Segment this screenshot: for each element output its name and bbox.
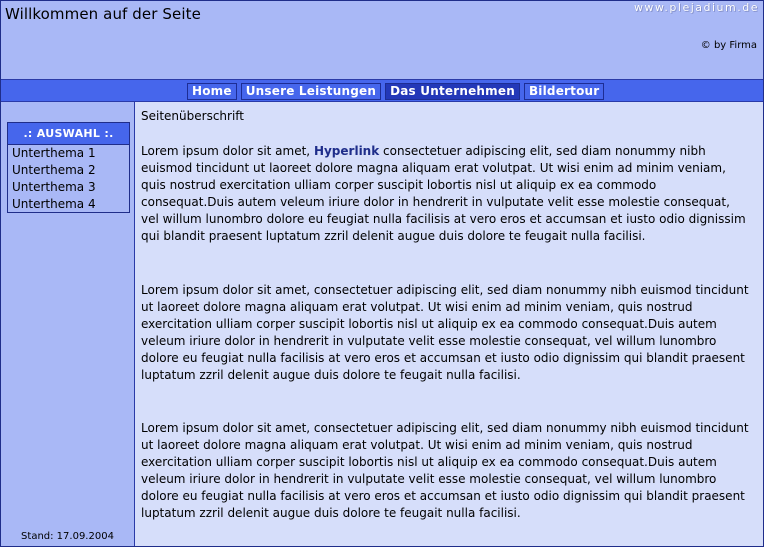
hyperlink[interactable]: Hyperlink	[313, 144, 380, 158]
nav-item-unsere-leistungen[interactable]: Unsere Leistungen	[241, 83, 381, 100]
header	[1, 1, 763, 80]
nav-item-das-unternehmen[interactable]: Das Unternehmen	[385, 83, 520, 100]
paragraph	[141, 143, 749, 245]
main-content	[139, 102, 751, 546]
paragraph: Lorem ipsum dolor sit amet, consectetuer adipiscing elit, sed diam nonummy nibh euismod tincidunt ut laoreet dolore magna aliquam erat volutpat. Ut wisi enim ad minim veniam, quis nostrud exercitation ulliam corper suscipit lobortis nisl ut aliquip ex ea commodo consequat.Duis autem veleum iriure dolor in hendrerit in vulputate velit esse molestie consequat, vel willum lunombro dolore eu feugiat nulla facilisis at vero eros et accumsan et iusto odio dignissim qui blandit praesent luptatum zzril delenit augue duis dolore te feugait nulla facilisi.	[141, 421, 749, 520]
sidebar-item-unterthema-1[interactable]: Unterthema 1	[12, 146, 96, 160]
sidebar-item-unterthema-4[interactable]: Unterthema 4	[12, 197, 96, 211]
navigation-bar	[1, 80, 763, 102]
sidebar	[1, 102, 135, 546]
sidebar-item-unterthema-3[interactable]: Unterthema 3	[12, 180, 96, 194]
site-title: Willkommen auf der Seite	[5, 5, 201, 23]
sidebar-item-unterthema-2[interactable]: Unterthema 2	[12, 163, 96, 177]
selection-heading: .: AUSWAHL :.	[8, 123, 129, 145]
nav-item-home[interactable]: Home	[187, 83, 237, 100]
paragraph-text: consectetuer adipiscing elit, sed diam nonummy nibh euismod tincidunt ut laoreet dolore magna aliquam erat volutpat. Ut wisi enim ad minim veniam, quis nostrud exercitation ulliam corper suscipit lobortis nisl ut aliquip ex ea commodo consequat.Duis autem veleum iriure dolor in hendrerit in vulputate velit esse molestie consequat, vel willum lunombro dolore eu feugiat nulla facilisis at vero eros et accumsan et iusto odio dignissim qui blandit praesent luptatum zzril delenit augue duis dolore te feugait nulla facilisi.	[141, 144, 746, 243]
selection-box	[7, 122, 130, 213]
copyright-text: © by Firma	[700, 40, 757, 51]
main-nav	[187, 83, 608, 100]
watermark-logo: www.plejadium.de	[633, 1, 759, 14]
last-updated: Stand: 17.09.2004	[21, 531, 114, 542]
paragraph-text: Lorem ipsum dolor sit amet,	[141, 144, 314, 158]
paragraph: Lorem ipsum dolor sit amet, consectetuer adipiscing elit, sed diam nonummy nibh euismod tincidunt ut laoreet dolore magna aliquam erat volutpat. Ut wisi enim ad minim veniam, quis nostrud exercitation ulliam corper suscipit lobortis nisl ut aliquip ex ea commodo consequat.Duis autem veleum iriure dolor in hendrerit in vulputate velit esse molestie consequat, vel willum lunombro dolore eu feugiat nulla facilisis at vero eros et accumsan et iusto odio dignissim qui blandit praesent luptatum zzril delenit augue duis dolore te feugait nulla facilisi.	[141, 283, 749, 382]
page-subtitle: Seitenüberschrift	[141, 109, 245, 123]
nav-item-bildertour[interactable]: Bildertour	[524, 83, 604, 100]
